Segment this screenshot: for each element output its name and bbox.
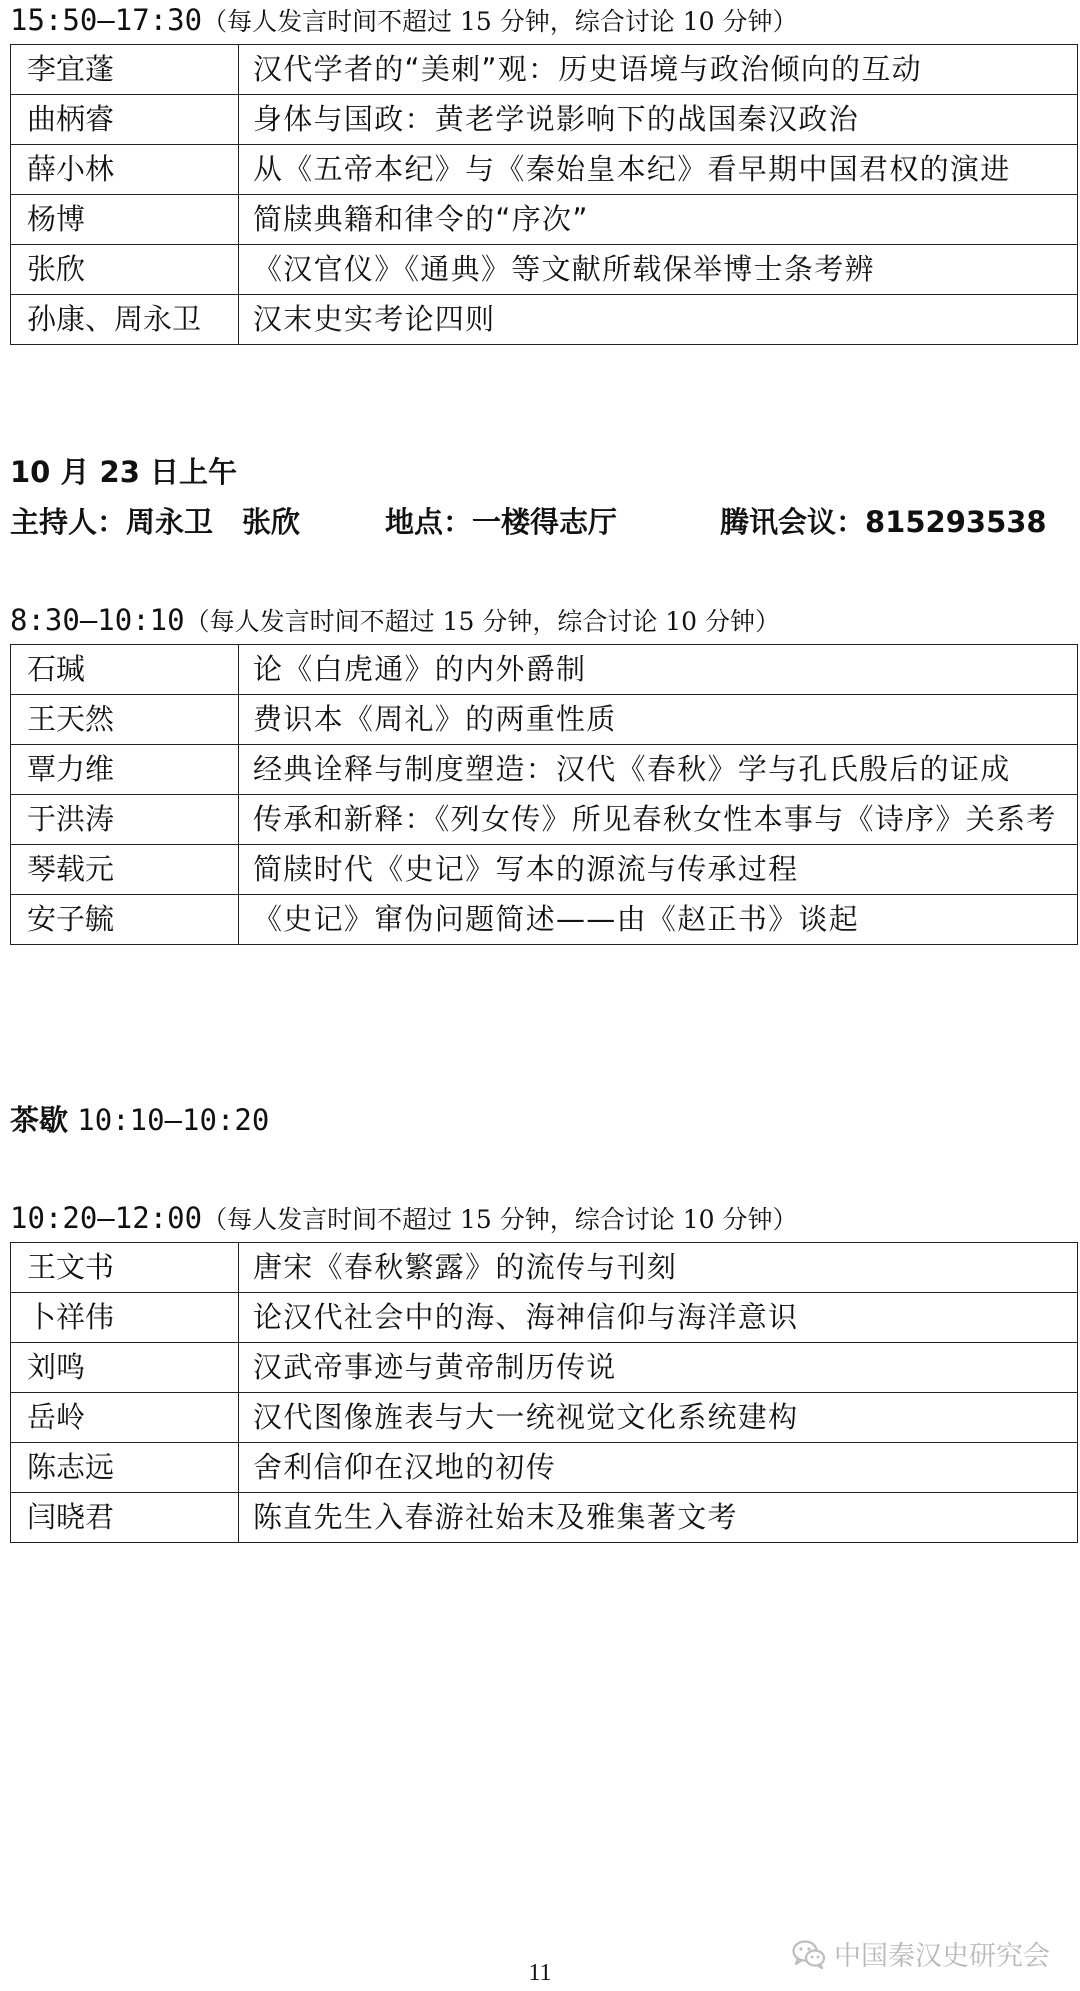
session-note: （每人发言时间不超过 15 分钟，综合讨论 10 分钟） xyxy=(184,607,781,636)
table-row xyxy=(11,1493,1078,1543)
session-note: （每人发言时间不超过 15 分钟，综合讨论 10 分钟） xyxy=(202,1205,798,1234)
talk-title: 汉武帝事迹与黄帝制历传说 xyxy=(239,1343,1078,1393)
talk-title: 经典诠释与制度塑造：汉代《春秋》学与孔氏殷后的证成 xyxy=(239,745,1078,795)
day-info-line xyxy=(10,505,1047,539)
speaker-name: 陈志远 xyxy=(11,1443,239,1493)
table-row xyxy=(11,1343,1078,1393)
talk-title: 论汉代社会中的海、海神信仰与海洋意识 xyxy=(239,1293,1078,1343)
talk-title: 从《五帝本纪》与《秦始皇本纪》看早期中国君权的演进 xyxy=(239,145,1078,195)
speaker-name: 于洪涛 xyxy=(11,795,239,845)
speaker-name: 张欣 xyxy=(11,245,239,295)
speaker-name: 安子毓 xyxy=(11,895,239,945)
table-row xyxy=(11,45,1078,95)
speaker-name: 孙康、周永卫 xyxy=(11,295,239,345)
tea-break-time: 10:10—10:20 xyxy=(77,1103,270,1137)
talk-title: 陈直先生入春游社始末及雅集著文考 xyxy=(239,1493,1078,1543)
talk-title: 舍利信仰在汉地的初传 xyxy=(239,1443,1078,1493)
talk-title: 汉末史实考论四则 xyxy=(239,295,1078,345)
speaker-name: 闫晓君 xyxy=(11,1493,239,1543)
venue-text: 地点：一楼得志厅 xyxy=(385,505,618,539)
session-header-3 xyxy=(10,1201,798,1235)
agenda-table-3 xyxy=(10,1242,1078,1543)
session-header-2 xyxy=(10,603,781,637)
table-row xyxy=(11,695,1078,745)
talk-title: 身体与国政：黄老学说影响下的战国秦汉政治 xyxy=(239,95,1078,145)
session-time: 8:30—10:10 xyxy=(10,603,185,637)
speaker-name: 覃力维 xyxy=(11,745,239,795)
table-row xyxy=(11,1293,1078,1343)
talk-title: 费识本《周礼》的两重性质 xyxy=(239,695,1078,745)
talk-title: 传承和新释：《列女传》所见春秋女性本事与《诗序》关系考 xyxy=(239,795,1078,845)
speaker-name: 琴载元 xyxy=(11,845,239,895)
table-row xyxy=(11,295,1078,345)
host-text: 主持人：周永卫 张欣 xyxy=(10,505,301,539)
table-row xyxy=(11,895,1078,945)
table-row xyxy=(11,745,1078,795)
tea-break-label: 茶歇 xyxy=(10,1103,69,1137)
table-row xyxy=(11,795,1078,845)
talk-title: 《史记》窜伪问题简述——由《赵正书》谈起 xyxy=(239,895,1078,945)
speaker-name: 岳岭 xyxy=(11,1393,239,1443)
session-time: 10:20—12:00 xyxy=(10,1201,203,1235)
session-header-1 xyxy=(10,3,798,37)
speaker-name: 石瑊 xyxy=(11,645,239,695)
tea-break xyxy=(10,1103,270,1137)
talk-title: 汉代学者的“美刺”观：历史语境与政治倾向的互动 xyxy=(239,45,1078,95)
table-row xyxy=(11,195,1078,245)
table-row xyxy=(11,145,1078,195)
page-number: 11 xyxy=(528,1960,552,1986)
agenda-table-2 xyxy=(10,644,1078,945)
meeting-text: 腾讯会议：815293538 xyxy=(720,505,1047,539)
speaker-name: 王文书 xyxy=(11,1243,239,1293)
talk-title: 简牍典籍和律令的“序次” xyxy=(239,195,1078,245)
table-row xyxy=(11,245,1078,295)
table-row xyxy=(11,1443,1078,1493)
talk-title: 《汉官仪》《通典》等文献所载保举博士条考辨 xyxy=(239,245,1078,295)
speaker-name: 刘鸣 xyxy=(11,1343,239,1393)
session-note: （每人发言时间不超过 15 分钟，综合讨论 10 分钟） xyxy=(202,7,798,36)
talk-title: 汉代图像旌表与大一统视觉文化系统建构 xyxy=(239,1393,1078,1443)
speaker-name: 曲柄睿 xyxy=(11,95,239,145)
speaker-name: 王天然 xyxy=(11,695,239,745)
table-row xyxy=(11,1243,1078,1293)
speaker-name: 杨博 xyxy=(11,195,239,245)
table-row xyxy=(11,1393,1078,1443)
speaker-name: 卜祥伟 xyxy=(11,1293,239,1343)
talk-title: 唐宋《春秋繁露》的流传与刊刻 xyxy=(239,1243,1078,1293)
table-row xyxy=(11,645,1078,695)
day-date: 10 月 23 日上午 xyxy=(10,455,238,489)
table-row xyxy=(11,845,1078,895)
session-time: 15:50—17:30 xyxy=(10,3,203,37)
talk-title: 简牍时代《史记》写本的源流与传承过程 xyxy=(239,845,1078,895)
agenda-table-1 xyxy=(10,44,1078,345)
watermark-text: 中国秦汉史研究会 xyxy=(834,1941,1050,1972)
talk-title: 论《白虎通》的内外爵制 xyxy=(239,645,1078,695)
speaker-name: 李宜蓬 xyxy=(11,45,239,95)
speaker-name: 薛小林 xyxy=(11,145,239,195)
table-row xyxy=(11,95,1078,145)
